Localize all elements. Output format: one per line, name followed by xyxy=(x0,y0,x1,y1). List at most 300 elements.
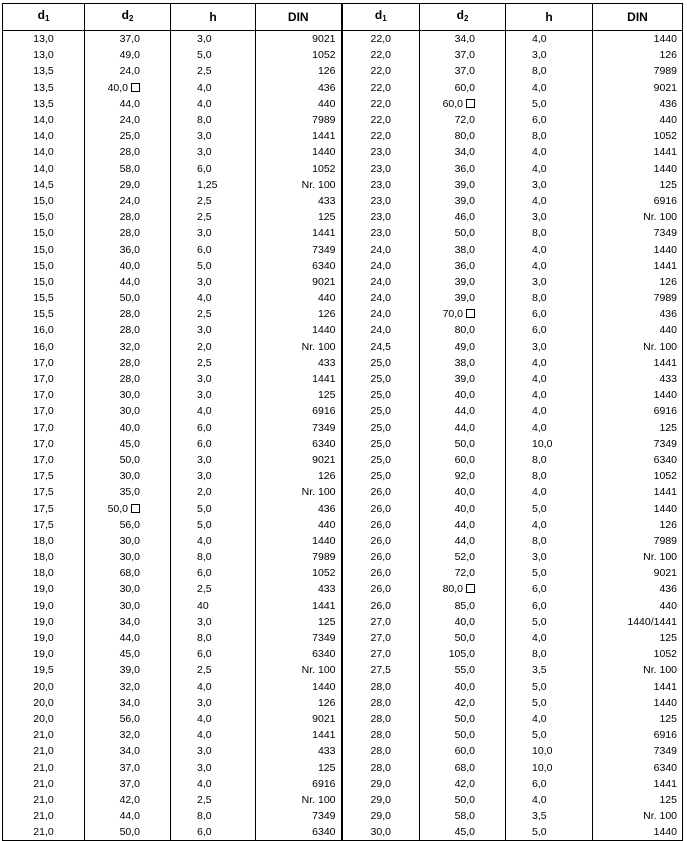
cell-din-left xyxy=(256,662,342,678)
cell-d2-right xyxy=(420,565,506,581)
cell-d1-value: 26,0 xyxy=(370,551,391,564)
cell-d1-value: 22,0 xyxy=(370,97,391,110)
cell-d2-right xyxy=(420,96,506,112)
cell-d2-value: 30,0 xyxy=(119,551,140,564)
cell-d2-left xyxy=(85,339,171,355)
cell-d2-left xyxy=(85,727,171,743)
cell-d2-right xyxy=(420,193,506,209)
cell-d1-value: 27,0 xyxy=(370,632,391,645)
cell-h-right xyxy=(506,241,593,257)
cell-d1-left xyxy=(3,225,85,241)
table-row xyxy=(3,581,683,597)
cell-h-value: 2,5 xyxy=(197,664,212,677)
cell-din-value: 436 xyxy=(659,97,677,110)
cell-d1-right xyxy=(342,711,420,727)
cell-h-value: 3,0 xyxy=(197,389,212,402)
dimension-table-sheet xyxy=(2,3,682,841)
cell-h-right xyxy=(506,420,593,436)
cell-d2-value: 50,0 xyxy=(107,502,128,515)
cell-h-value: 3,0 xyxy=(532,340,547,353)
cell-h-right xyxy=(506,371,593,387)
cell-d1-left xyxy=(3,193,85,209)
cell-d1-left xyxy=(3,727,85,743)
cell-h-value: 8,0 xyxy=(197,810,212,823)
cell-d1-value: 26,0 xyxy=(370,583,391,596)
cell-h-value: 2,5 xyxy=(197,65,212,78)
cell-d1-value: 13,5 xyxy=(33,81,54,94)
cell-h-value: 4,0 xyxy=(532,389,547,402)
cell-din-value: 9021 xyxy=(653,81,677,94)
cell-h-value: 5,0 xyxy=(197,49,212,62)
cell-din-right xyxy=(593,241,683,257)
cell-h-value: 3,0 xyxy=(197,33,212,46)
cell-d2-right xyxy=(420,387,506,403)
cell-d1-right xyxy=(342,225,420,241)
cell-d1-left xyxy=(3,565,85,581)
table-row xyxy=(3,792,683,808)
cell-h-value: 4,0 xyxy=(197,405,212,418)
cell-d2-value: 45,0 xyxy=(119,437,140,450)
cell-din-value: 1440 xyxy=(653,502,677,515)
cell-din-left xyxy=(256,776,342,792)
cell-h-value: 3,0 xyxy=(197,130,212,143)
cell-din-left xyxy=(256,565,342,581)
cell-h-value: 8,0 xyxy=(197,632,212,645)
cell-d1-value: 26,0 xyxy=(370,518,391,531)
cell-h-right xyxy=(506,646,593,662)
cell-d2-right xyxy=(420,646,506,662)
cell-din-value: 6340 xyxy=(312,259,336,272)
cell-d1-left xyxy=(3,517,85,533)
cell-din-left xyxy=(256,355,342,371)
cell-din-left xyxy=(256,339,342,355)
cell-d2-value: 36,0 xyxy=(454,259,475,272)
cell-din-left xyxy=(256,371,342,387)
cell-d1-left xyxy=(3,31,85,48)
cell-d2-value: 30,0 xyxy=(119,599,140,612)
table-row xyxy=(3,322,683,338)
cell-h-left xyxy=(171,711,256,727)
cell-d1-right xyxy=(342,209,420,225)
cell-d2-value: 50,0 xyxy=(454,632,475,645)
cell-d2-value: 38,0 xyxy=(454,243,475,256)
cell-d2-left xyxy=(85,31,171,48)
cell-din-value: 1441 xyxy=(653,777,677,790)
cell-d1-left xyxy=(3,47,85,63)
cell-din-left xyxy=(256,581,342,597)
cell-h-value: 3,0 xyxy=(197,696,212,709)
cell-h-value: 5,0 xyxy=(197,518,212,531)
cell-d2-value: 39,0 xyxy=(454,292,475,305)
cell-h-right xyxy=(506,792,593,808)
cell-h-right xyxy=(506,128,593,144)
cell-din-value: 1052 xyxy=(312,567,336,580)
table-row xyxy=(3,646,683,662)
cell-d1-value: 26,0 xyxy=(370,567,391,580)
cell-d2-value: 72,0 xyxy=(454,114,475,127)
cell-din-value: 440 xyxy=(659,324,677,337)
cell-d1-right xyxy=(342,436,420,452)
cell-d2-value: 42,0 xyxy=(454,777,475,790)
cell-din-value: Nr. 100 xyxy=(301,664,336,677)
cell-d2-right xyxy=(420,759,506,775)
cell-h-left xyxy=(171,759,256,775)
cell-h-right xyxy=(506,306,593,322)
cell-d1-right xyxy=(342,290,420,306)
cell-din-value: 125 xyxy=(317,615,336,628)
cell-d1-right xyxy=(342,727,420,743)
cell-din-value: 1052 xyxy=(653,130,677,143)
cell-din-left xyxy=(256,533,342,549)
table-row xyxy=(3,193,683,209)
cell-d1-value: 25,0 xyxy=(370,405,391,418)
cell-d2-right xyxy=(420,581,506,597)
cell-din-value: 1440 xyxy=(312,534,336,547)
cell-d2-right xyxy=(420,500,506,516)
cell-h-left xyxy=(171,161,256,177)
cell-h-value: 10,0 xyxy=(532,761,553,774)
cell-d1-left xyxy=(3,646,85,662)
cell-din-right xyxy=(593,387,683,403)
cell-h-right xyxy=(506,452,593,468)
cell-h-value: 6,0 xyxy=(197,162,212,175)
cell-d2-right xyxy=(420,420,506,436)
cell-d2-right xyxy=(420,614,506,630)
cell-h-right xyxy=(506,161,593,177)
cell-d1-value: 25,0 xyxy=(370,470,391,483)
cell-d1-right xyxy=(342,306,420,322)
cell-din-value: 433 xyxy=(659,373,677,386)
cell-d2-value: 28,0 xyxy=(119,146,140,159)
cell-h-value: 3,0 xyxy=(532,275,547,288)
cell-h-value: 8,0 xyxy=(532,292,547,305)
cell-din-value: 6916 xyxy=(653,405,677,418)
cell-d1-value: 22,0 xyxy=(370,33,391,46)
cell-d1-left xyxy=(3,63,85,79)
cell-h-value: 4,0 xyxy=(532,243,547,256)
cell-d2-right xyxy=(420,727,506,743)
square-marker-icon xyxy=(466,99,475,108)
cell-din-value: Nr. 100 xyxy=(643,664,677,677)
cell-d1-right xyxy=(342,144,420,160)
table-row xyxy=(3,679,683,695)
cell-d2-value: 28,0 xyxy=(119,324,140,337)
cell-d1-value: 19,0 xyxy=(33,599,54,612)
cell-d2-left xyxy=(85,452,171,468)
cell-d1-right xyxy=(342,403,420,419)
cell-d2-right xyxy=(420,225,506,241)
cell-h-left xyxy=(171,792,256,808)
cell-d2-value: 40,0 xyxy=(119,259,140,272)
square-marker-icon xyxy=(131,504,140,513)
cell-h-right xyxy=(506,776,593,792)
cell-din-right xyxy=(593,565,683,581)
cell-din-left xyxy=(256,96,342,112)
cell-din-value: 1440 xyxy=(653,243,677,256)
cell-din-right xyxy=(593,695,683,711)
cell-din-right xyxy=(593,679,683,695)
cell-d2-right xyxy=(420,695,506,711)
cell-d2-right xyxy=(420,549,506,565)
cell-d1-right xyxy=(342,581,420,597)
cell-d1-value: 16,0 xyxy=(33,340,54,353)
cell-d1-left xyxy=(3,792,85,808)
cell-d1-value: 26,0 xyxy=(370,502,391,515)
cell-din-left xyxy=(256,403,342,419)
table-row xyxy=(3,144,683,160)
cell-din-right xyxy=(593,549,683,565)
cell-d1-value: 25,0 xyxy=(370,356,391,369)
cell-h-value: 4,0 xyxy=(532,81,547,94)
cell-din-right xyxy=(593,776,683,792)
table-row xyxy=(3,808,683,824)
cell-d2-value: 49,0 xyxy=(454,340,475,353)
cell-din-value: 1052 xyxy=(653,648,677,661)
cell-din-left xyxy=(256,711,342,727)
cell-d1-left xyxy=(3,371,85,387)
cell-din-value: 7989 xyxy=(312,114,336,127)
cell-din-right xyxy=(593,128,683,144)
cell-din-value: 125 xyxy=(659,793,677,806)
cell-d2-value: 80,0 xyxy=(454,324,475,337)
cell-h-right xyxy=(506,112,593,128)
cell-h-value: 4,0 xyxy=(532,146,547,159)
cell-din-value: 7349 xyxy=(653,745,677,758)
table-body xyxy=(3,31,683,841)
cell-d1-value: 25,0 xyxy=(370,389,391,402)
cell-d1-value: 22,0 xyxy=(370,65,391,78)
cell-din-right xyxy=(593,80,683,96)
cell-h-left xyxy=(171,193,256,209)
table-row xyxy=(3,565,683,581)
cell-din-value: 433 xyxy=(317,356,336,369)
cell-d2-left xyxy=(85,47,171,63)
cell-h-value: 6,0 xyxy=(532,777,547,790)
table-row xyxy=(3,630,683,646)
cell-d2-value: 37,0 xyxy=(454,49,475,62)
cell-d1-left xyxy=(3,258,85,274)
cell-d2-right xyxy=(420,484,506,500)
cell-din-value: 9021 xyxy=(312,275,336,288)
table-row xyxy=(3,355,683,371)
cell-d2-right xyxy=(420,517,506,533)
cell-d2-value: 37,0 xyxy=(119,33,140,46)
cell-d2-value: 39,0 xyxy=(454,373,475,386)
cell-d1-left xyxy=(3,711,85,727)
cell-d2-right xyxy=(420,241,506,257)
cell-d1-right xyxy=(342,258,420,274)
cell-d1-left xyxy=(3,322,85,338)
cell-d1-right xyxy=(342,759,420,775)
cell-din-value: 1441 xyxy=(653,356,677,369)
cell-h-value: 4,0 xyxy=(197,729,212,742)
table-row xyxy=(3,177,683,193)
dimension-table xyxy=(2,3,683,841)
cell-d2-right xyxy=(420,598,506,614)
cell-h-left xyxy=(171,306,256,322)
cell-din-left xyxy=(256,614,342,630)
cell-d1-left xyxy=(3,468,85,484)
table-row xyxy=(3,533,683,549)
cell-d2-value: 46,0 xyxy=(454,211,475,224)
cell-d2-value: 105,0 xyxy=(448,648,475,661)
header-din: DIN xyxy=(256,4,342,31)
cell-d1-value: 23,0 xyxy=(370,194,391,207)
cell-d1-left xyxy=(3,128,85,144)
cell-h-value: 6,0 xyxy=(197,437,212,450)
cell-d2-value: 28,0 xyxy=(119,356,140,369)
cell-d2-value: 40,0 xyxy=(454,486,475,499)
cell-din-value: 6340 xyxy=(312,648,336,661)
cell-d2-left xyxy=(85,695,171,711)
cell-d1-value: 28,0 xyxy=(370,761,391,774)
cell-h-value: 4,0 xyxy=(197,777,212,790)
cell-h-value: 3,0 xyxy=(532,551,547,564)
cell-d2-left xyxy=(85,484,171,500)
cell-d1-left xyxy=(3,177,85,193)
cell-d2-value: 58,0 xyxy=(454,810,475,823)
cell-d1-left xyxy=(3,662,85,678)
cell-din-value: 7349 xyxy=(312,810,336,823)
cell-din-right xyxy=(593,306,683,322)
cell-h-value: 8,0 xyxy=(532,648,547,661)
cell-d1-value: 22,0 xyxy=(370,49,391,62)
table-row xyxy=(3,258,683,274)
cell-h-value: 4,0 xyxy=(532,373,547,386)
cell-d1-value: 16,0 xyxy=(33,324,54,337)
cell-h-right xyxy=(506,662,593,678)
cell-h-value: 2,5 xyxy=(197,211,212,224)
cell-d2-left xyxy=(85,808,171,824)
cell-d1-right xyxy=(342,695,420,711)
cell-d2-left xyxy=(85,403,171,419)
cell-d2-left xyxy=(85,371,171,387)
cell-h-value: 5,0 xyxy=(532,826,547,839)
cell-h-value: 3,0 xyxy=(532,178,547,191)
table-row xyxy=(3,452,683,468)
cell-d1-right xyxy=(342,31,420,48)
cell-d2-right xyxy=(420,808,506,824)
table-row xyxy=(3,128,683,144)
cell-d2-left xyxy=(85,565,171,581)
cell-d1-right xyxy=(342,193,420,209)
cell-d2-left xyxy=(85,468,171,484)
cell-d1-right xyxy=(342,468,420,484)
table-row xyxy=(3,112,683,128)
cell-h-value: 8,0 xyxy=(532,65,547,78)
cell-d2-left xyxy=(85,598,171,614)
cell-h-value: 8,0 xyxy=(197,114,212,127)
cell-din-value: 9021 xyxy=(312,712,336,725)
cell-h-value: 6,0 xyxy=(197,826,212,839)
cell-h-value: 4,0 xyxy=(197,292,212,305)
cell-d2-value: 34,0 xyxy=(454,33,475,46)
cell-h-value: 6,0 xyxy=(197,648,212,661)
cell-d1-left xyxy=(3,403,85,419)
cell-d2-left xyxy=(85,500,171,516)
cell-din-right xyxy=(593,500,683,516)
cell-d1-right xyxy=(342,339,420,355)
cell-din-left xyxy=(256,759,342,775)
cell-h-value: 3,0 xyxy=(197,146,212,159)
cell-d2-left xyxy=(85,630,171,646)
cell-din-value: 7989 xyxy=(653,65,677,78)
cell-d2-right xyxy=(420,436,506,452)
cell-d1-value: 21,0 xyxy=(33,745,54,758)
cell-din-value: 126 xyxy=(317,470,336,483)
cell-d2-value: 50,0 xyxy=(454,712,475,725)
cell-din-right xyxy=(593,274,683,290)
cell-h-value: 3,0 xyxy=(197,453,212,466)
cell-d1-value: 24,0 xyxy=(370,292,391,305)
cell-d1-right xyxy=(342,646,420,662)
cell-h-left xyxy=(171,695,256,711)
cell-din-right xyxy=(593,759,683,775)
cell-d2-left xyxy=(85,193,171,209)
cell-d2-left xyxy=(85,355,171,371)
cell-d1-left xyxy=(3,679,85,695)
cell-h-value: 6,0 xyxy=(532,599,547,612)
table-row xyxy=(3,80,683,96)
cell-d1-right xyxy=(342,598,420,614)
cell-din-left xyxy=(256,630,342,646)
cell-din-value: 7349 xyxy=(312,243,336,256)
cell-h-left xyxy=(171,31,256,48)
cell-d1-left xyxy=(3,452,85,468)
cell-d1-value: 21,0 xyxy=(33,810,54,823)
cell-din-left xyxy=(256,306,342,322)
cell-d2-right xyxy=(420,274,506,290)
cell-d2-left xyxy=(85,290,171,306)
cell-h-right xyxy=(506,743,593,759)
cell-d1-value: 15,0 xyxy=(33,227,54,240)
cell-d2-left xyxy=(85,306,171,322)
cell-din-right xyxy=(593,792,683,808)
cell-d1-left xyxy=(3,339,85,355)
cell-d2-right xyxy=(420,776,506,792)
cell-d1-value: 18,0 xyxy=(33,567,54,580)
cell-h-value: 1,25 xyxy=(197,178,218,191)
cell-h-value: 4,0 xyxy=(532,421,547,434)
cell-h-value: 8,0 xyxy=(197,551,212,564)
cell-d1-value: 24,0 xyxy=(370,308,391,321)
cell-d1-left xyxy=(3,80,85,96)
cell-d2-value: 55,0 xyxy=(454,664,475,677)
cell-d2-right xyxy=(420,322,506,338)
cell-din-left xyxy=(256,484,342,500)
cell-d1-left xyxy=(3,500,85,516)
cell-din-right xyxy=(593,290,683,306)
cell-din-left xyxy=(256,792,342,808)
table-row xyxy=(3,63,683,79)
cell-d2-right xyxy=(420,47,506,63)
cell-d1-right xyxy=(342,387,420,403)
cell-h-value: 6,0 xyxy=(197,243,212,256)
cell-d2-left xyxy=(85,209,171,225)
cell-din-value: 7349 xyxy=(312,632,336,645)
cell-din-value: 6340 xyxy=(312,437,336,450)
cell-h-left xyxy=(171,274,256,290)
cell-d1-right xyxy=(342,177,420,193)
table-row xyxy=(3,468,683,484)
cell-d1-value: 15,0 xyxy=(33,243,54,256)
cell-din-right xyxy=(593,484,683,500)
cell-d2-value: 30,0 xyxy=(119,583,140,596)
cell-h-left xyxy=(171,517,256,533)
cell-din-right xyxy=(593,452,683,468)
cell-din-left xyxy=(256,241,342,257)
cell-h-left xyxy=(171,581,256,597)
